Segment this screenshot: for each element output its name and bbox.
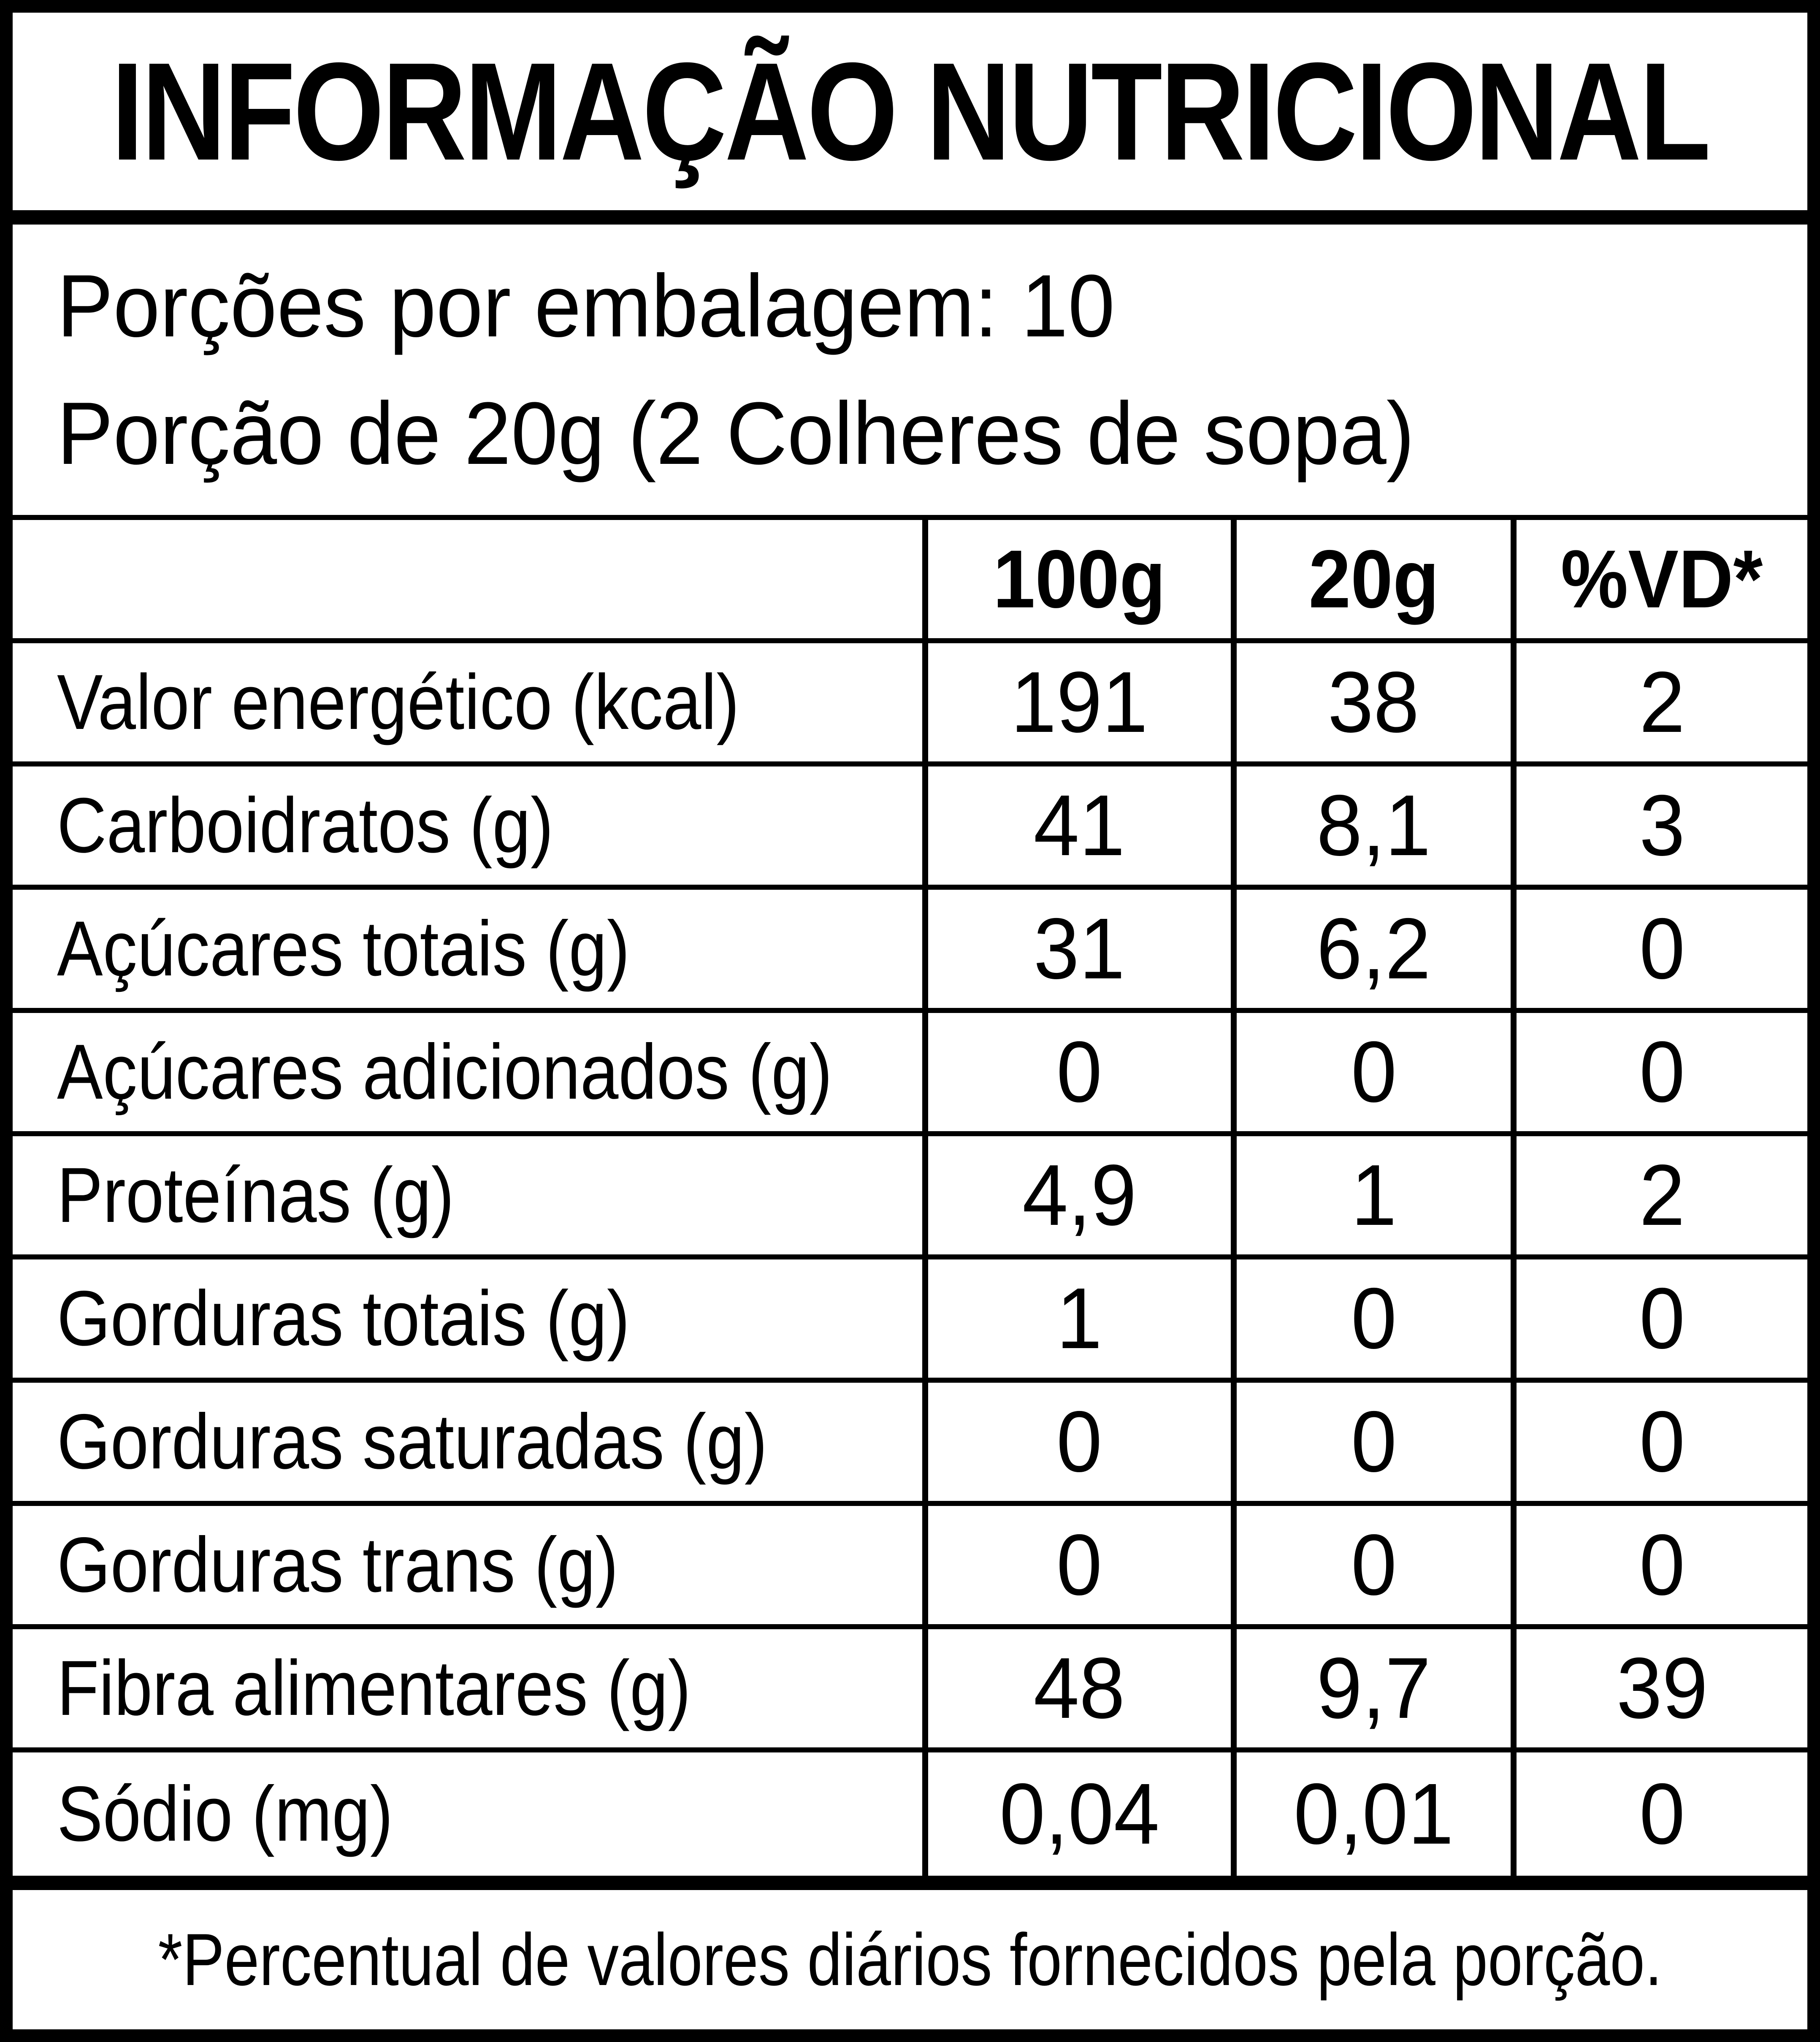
page-title: INFORMAÇÃO NUTRICIONAL bbox=[111, 33, 1709, 189]
value-cell bbox=[928, 890, 1237, 1013]
value-20g: 0 bbox=[1351, 1517, 1397, 1613]
value-100g: 4,9 bbox=[1022, 1147, 1137, 1243]
table-row-label bbox=[13, 1752, 928, 1876]
value-100g: 0 bbox=[1056, 1393, 1102, 1490]
table-row-label bbox=[13, 890, 928, 1013]
value-cell bbox=[1517, 643, 1807, 766]
nutrient-name: Proteínas (g) bbox=[57, 1152, 455, 1239]
column-header-label: %VD* bbox=[1561, 533, 1763, 625]
value-20g: 0 bbox=[1351, 1024, 1397, 1120]
value-100g: 48 bbox=[1033, 1640, 1125, 1736]
nutrient-name: Carboidratos (g) bbox=[57, 782, 554, 869]
value-100g: 0 bbox=[1056, 1024, 1102, 1120]
table-row-label bbox=[13, 1629, 928, 1752]
nutrient-name: Gorduras totais (g) bbox=[57, 1275, 630, 1362]
value-cell bbox=[1517, 1506, 1807, 1629]
value-cell bbox=[928, 1752, 1237, 1876]
table-row-label bbox=[13, 1383, 928, 1506]
column-header-label: 100g bbox=[993, 533, 1166, 625]
value-cell bbox=[1517, 766, 1807, 890]
value-cell bbox=[1237, 1259, 1517, 1383]
value-cell bbox=[1517, 890, 1807, 1013]
value-cell bbox=[928, 1136, 1237, 1259]
column-header-vd bbox=[1517, 520, 1807, 643]
column-header-20g bbox=[1237, 520, 1517, 643]
value-vd: 0 bbox=[1639, 1766, 1685, 1862]
value-cell bbox=[928, 1013, 1237, 1136]
nutrient-name: Fibra alimentares (g) bbox=[57, 1645, 691, 1732]
serving-size: Porção de 20g (2 Colheres de sopa) bbox=[57, 384, 1415, 483]
nutrient-name: Gorduras trans (g) bbox=[57, 1522, 618, 1609]
nutrient-name: Açúcares adicionados (g) bbox=[57, 1029, 832, 1116]
table-row-label bbox=[13, 1259, 928, 1383]
value-cell bbox=[1237, 766, 1517, 890]
value-20g: 0 bbox=[1351, 1270, 1397, 1367]
nutrient-name: Valor energético (kcal) bbox=[57, 659, 739, 746]
value-100g: 41 bbox=[1033, 777, 1125, 874]
value-vd: 0 bbox=[1639, 900, 1685, 997]
value-20g: 9,7 bbox=[1316, 1640, 1431, 1736]
value-cell bbox=[1517, 1383, 1807, 1506]
footnote-box bbox=[13, 1890, 1807, 2029]
value-cell bbox=[1237, 890, 1517, 1013]
footer-separator bbox=[13, 1876, 1807, 1890]
column-header-label: 20g bbox=[1308, 533, 1439, 625]
value-cell bbox=[928, 1259, 1237, 1383]
value-vd: 0 bbox=[1639, 1024, 1685, 1120]
value-cell bbox=[1237, 1506, 1517, 1629]
value-vd: 0 bbox=[1639, 1270, 1685, 1367]
nutrient-name: Sódio (mg) bbox=[57, 1771, 393, 1858]
value-cell bbox=[1517, 1013, 1807, 1136]
value-vd: 39 bbox=[1616, 1640, 1708, 1736]
value-cell bbox=[928, 766, 1237, 890]
value-cell bbox=[1237, 1629, 1517, 1752]
title-box bbox=[13, 13, 1807, 225]
value-cell bbox=[1517, 1752, 1807, 1876]
value-cell bbox=[1237, 1752, 1517, 1876]
value-cell bbox=[1237, 643, 1517, 766]
value-20g: 0,01 bbox=[1293, 1766, 1454, 1862]
nutrient-name: Gorduras saturadas (g) bbox=[57, 1398, 768, 1485]
nutrient-name: Açúcares totais (g) bbox=[57, 905, 630, 992]
value-cell bbox=[1517, 1629, 1807, 1752]
value-cell bbox=[928, 1629, 1237, 1752]
value-20g: 38 bbox=[1328, 654, 1419, 750]
value-vd: 2 bbox=[1639, 654, 1685, 750]
serving-info bbox=[13, 225, 1807, 520]
value-vd: 2 bbox=[1639, 1147, 1685, 1243]
servings-per-package: Porções por embalagem: 10 bbox=[57, 256, 1115, 355]
value-20g: 8,1 bbox=[1316, 777, 1431, 874]
value-100g: 0 bbox=[1056, 1517, 1102, 1613]
nutrition-table bbox=[13, 520, 1807, 1876]
corner-cell bbox=[13, 520, 928, 643]
column-header-100g bbox=[928, 520, 1237, 643]
value-cell bbox=[1237, 1013, 1517, 1136]
value-cell bbox=[1237, 1136, 1517, 1259]
value-100g: 1 bbox=[1056, 1270, 1102, 1367]
table-row-label bbox=[13, 1136, 928, 1259]
value-100g: 191 bbox=[1010, 654, 1148, 750]
daily-values-footnote: *Percentual de valores diários fornecidos pela porção. bbox=[158, 1918, 1662, 2001]
value-20g: 6,2 bbox=[1316, 900, 1431, 997]
table-row-label bbox=[13, 766, 928, 890]
value-cell bbox=[1517, 1259, 1807, 1383]
value-vd: 0 bbox=[1639, 1517, 1685, 1613]
value-cell bbox=[928, 643, 1237, 766]
value-cell bbox=[1237, 1383, 1517, 1506]
table-row-label bbox=[13, 643, 928, 766]
value-cell bbox=[1517, 1136, 1807, 1259]
table-row-label bbox=[13, 1506, 928, 1629]
table-row-label bbox=[13, 1013, 928, 1136]
value-vd: 3 bbox=[1639, 777, 1685, 874]
value-cell bbox=[928, 1506, 1237, 1629]
value-vd: 0 bbox=[1639, 1393, 1685, 1490]
value-100g: 31 bbox=[1033, 900, 1125, 997]
value-100g: 0,04 bbox=[999, 1766, 1159, 1862]
value-cell bbox=[928, 1383, 1237, 1506]
value-20g: 1 bbox=[1351, 1147, 1397, 1243]
value-20g: 0 bbox=[1351, 1393, 1397, 1490]
